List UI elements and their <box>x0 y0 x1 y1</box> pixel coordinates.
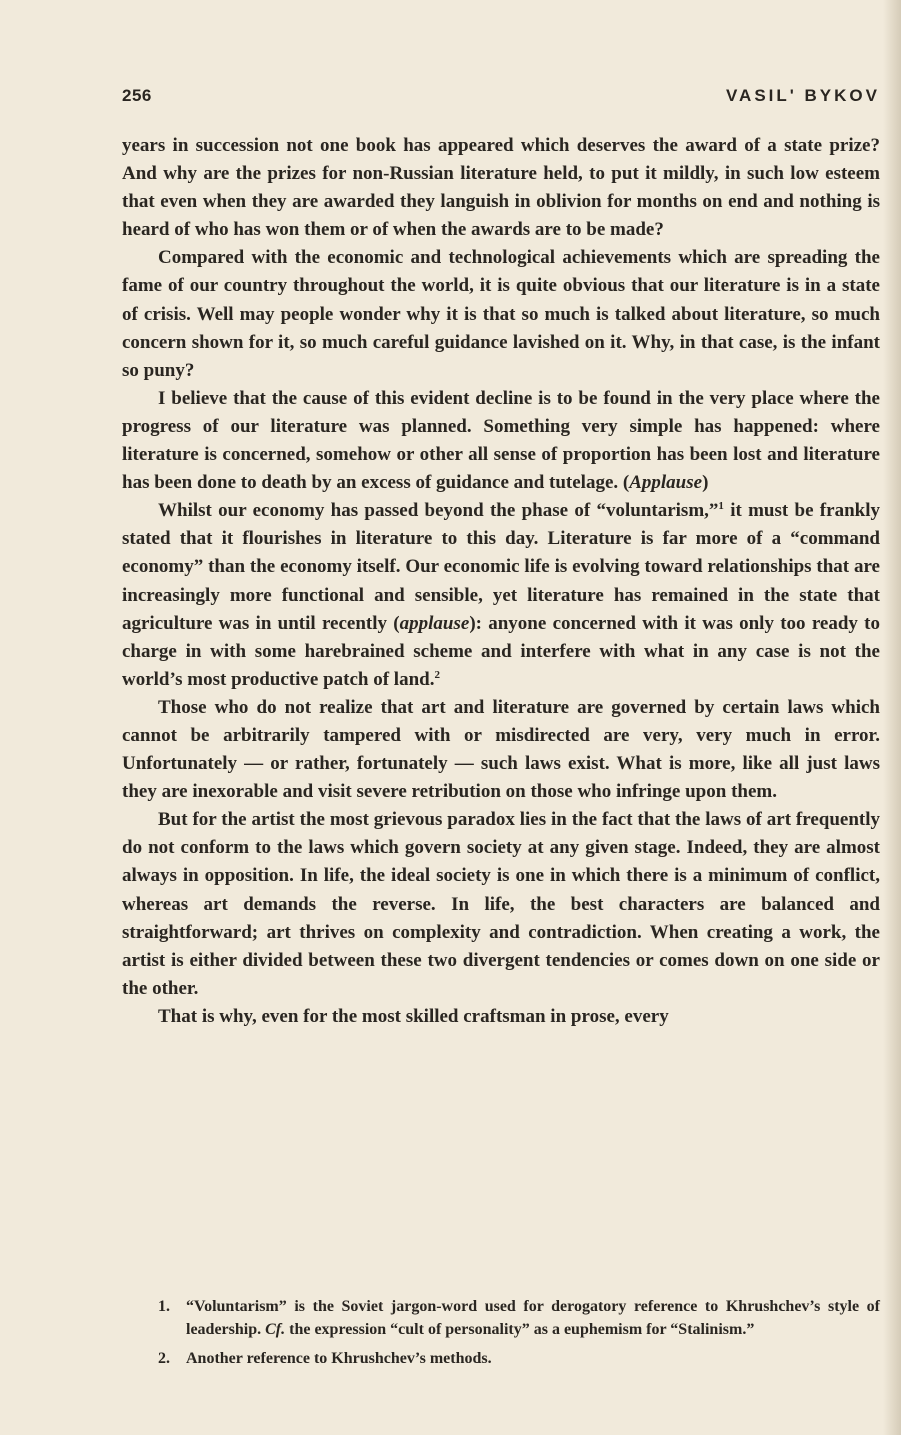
footnote-2 <box>158 1348 880 1371</box>
paragraph-text: That is why, even for the most skilled craftsman in prose, every <box>158 1005 669 1027</box>
applause-italic: applause <box>399 612 470 634</box>
paragraph-4 <box>122 497 880 694</box>
footnote-number: 1. <box>158 1298 170 1315</box>
paragraph-text: it must be frankly stated that it flourishes in literature to this day. Literature is far more of a “command economy” than the economy itself. Our economic life is evolving toward relationships that are increasingly more functional and sensible, yet literature has remained in the state that agriculture was in until recently ( <box>122 500 880 634</box>
footnote-italic: Cf. <box>265 1320 286 1338</box>
paragraph-6 <box>122 806 880 1003</box>
page-edge-shadow <box>883 0 901 1435</box>
paragraph-text: I believe that the cause of this evident decline is to be found in the very place where the progress of our literature was planned. Something very simple has happened: where literature is concerned, somehow or other all sense of proportion has been lost and literature has been done to death by an excess of guidance and tutelage. ( <box>122 387 880 494</box>
paragraph-text: Compared with the economic and technological achievements which are spreading the fame of our country throughout the world, it is quite obvious that our literature is in a state of crisis. Well may people wonder why it is that so much is talked about literature, so much concern shown for it, so much careful guidance lavished on it. Why, in that case, is the infant so puny? <box>122 247 880 381</box>
body-text <box>122 132 880 1031</box>
paragraph-7 <box>122 1003 880 1031</box>
footnote-text: “Voluntarism” is the Soviet jargon-word used for derogatory reference to Khrushchev’s style of leadership. <box>186 1298 880 1338</box>
paragraph-5 <box>122 694 880 806</box>
footnote-ref-2: 2 <box>434 668 440 681</box>
footnote-text: Another reference to Khrushchev’s methods. <box>186 1350 492 1367</box>
footnotes <box>158 1296 880 1378</box>
page-header <box>122 86 880 110</box>
applause-italic: Applause <box>629 472 703 494</box>
paragraph-text: Whilst our economy has passed beyond the phase of “voluntarism,” <box>158 500 719 522</box>
footnote-ref-1: 1 <box>718 500 724 513</box>
page-number: 256 <box>122 86 152 105</box>
paragraph-text: ): anyone concerned with it was only too ready to charge in with some harebrained scheme and interfere with what in any case is not the world’s most productive patch of land. <box>122 612 881 690</box>
paragraph-text: ) <box>702 472 709 494</box>
paragraph-2 <box>122 244 880 384</box>
paragraph-1 <box>122 132 880 244</box>
footnote-text: the expression “cult of personality” as a euphemism for “Stalinism.” <box>285 1320 755 1338</box>
paragraph-text: But for the artist the most grievous paradox lies in the fact that the laws of art frequently do not conform to the laws which govern society at any given stage. Indeed, they are almost always in opposition. In life, the ideal society is one in which there is a minimum of conflict, whereas art demands the reverse. In life, the best characters are balanced and straightforward; art thrives on complexity and contradiction. When creating a work, the artist is either divided between these two divergent tendencies or comes down on one side or the other. <box>122 809 880 999</box>
paragraph-3 <box>122 385 880 497</box>
paragraph-text: years in succession not one book has appeared which deserves the award of a state prize? And why are the prizes for non-Russian literature held, to put it mildly, in such low esteem that even when they are awarded they languish in oblivion for months on end and nothing is heard of who has won them or of when the awards are to be made? <box>122 135 880 241</box>
running-head: VASIL' BYKOV <box>725 86 880 105</box>
paragraph-text: Those who do not realize that art and literature are governed by certain laws which cannot be arbitrarily tampered with or misdirected are very, very much in error. Unfortunately — or rather, fortunately — such laws exist. What is more, like all just laws they are inexorable and visit severe retribution on those who infringe upon them. <box>122 696 880 803</box>
footnote-1 <box>158 1296 880 1341</box>
footnote-number: 2. <box>158 1350 170 1367</box>
